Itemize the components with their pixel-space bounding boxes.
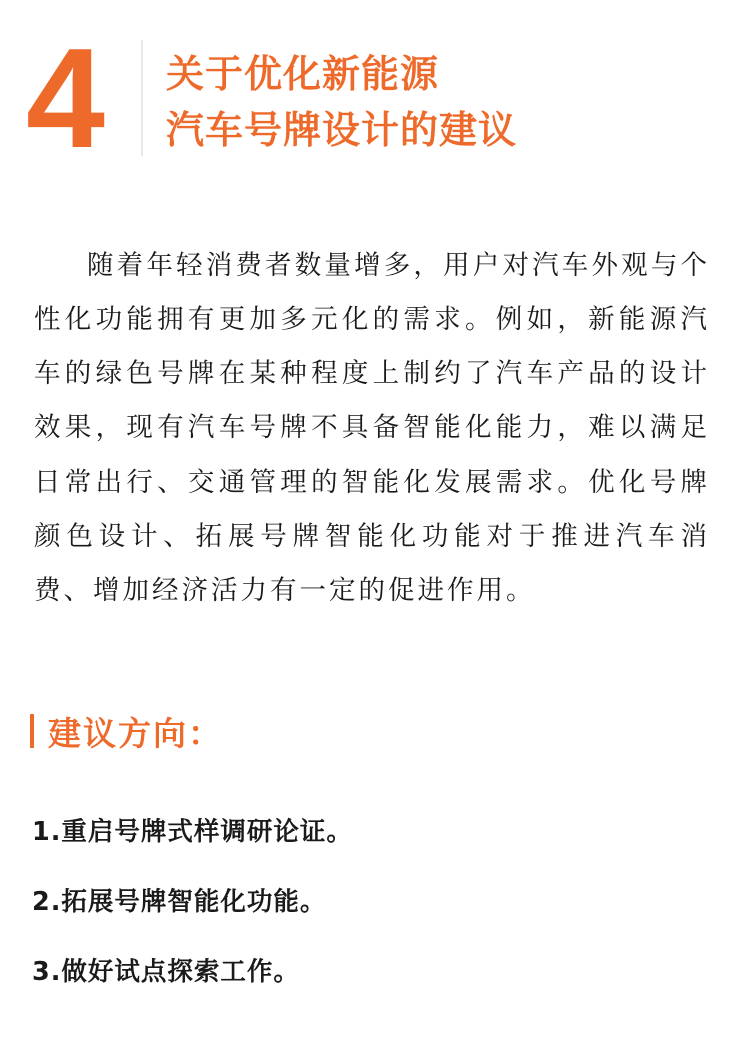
title-line-2: 汽车号牌设计的建议	[166, 108, 518, 152]
section-number: 4	[26, 19, 103, 178]
page-title	[166, 46, 517, 158]
body-paragraph: 随着年轻消费者数量增多，用户对汽车外观与个性化功能拥有更加多元化的需求。例如，新能源汽车的绿色号牌在某种程度上制约了汽车产品的设计效果，现有汽车号牌不具备智能化能力，难以满足日常出行、交通管理的智能化发展需求。优化号牌颜色设计、拓展号牌智能化功能对于推进汽车消费、增加经济活力有一定的促进作用。	[34, 249, 710, 607]
header-divider	[141, 40, 143, 156]
header	[26, 19, 726, 178]
section-heading	[30, 706, 223, 756]
suggestion-item-3: 3.做好试点探索工作。	[32, 957, 300, 987]
suggestion-item-1: 1.重启号牌式样调研论证。	[32, 817, 353, 847]
section-accent-bar	[30, 714, 34, 748]
suggestion-list	[32, 814, 353, 1024]
section-heading-text: 建议方向：	[48, 713, 223, 753]
title-line-1: 关于优化新能源	[166, 52, 440, 96]
suggestion-item-2: 2.拓展号牌智能化功能。	[32, 887, 327, 917]
